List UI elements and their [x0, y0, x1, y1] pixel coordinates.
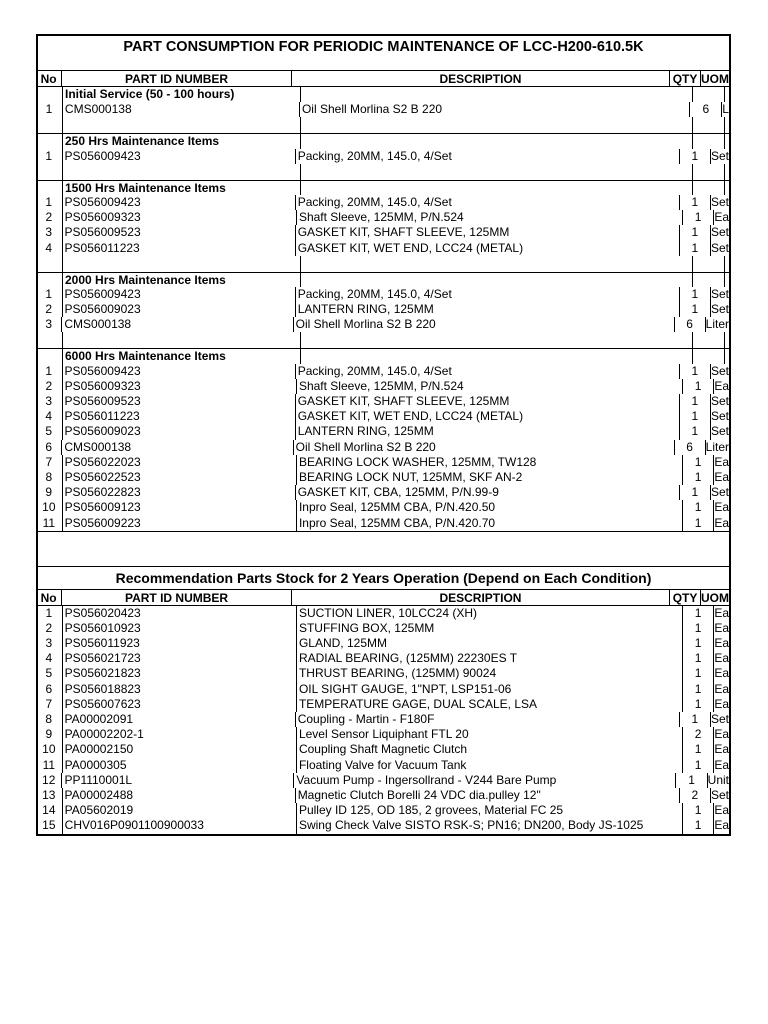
- row-no: 11: [38, 758, 63, 773]
- table-row: [38, 758, 729, 773]
- row-uom: [725, 332, 729, 348]
- row-description: [301, 117, 693, 133]
- row-no: 2: [38, 621, 63, 636]
- row-uom: Ea: [714, 757, 730, 772]
- row-description: Coupling Shaft Magnetic Clutch: [297, 742, 683, 757]
- table-row: [38, 818, 729, 833]
- row-qty: 1: [680, 225, 711, 240]
- row-description: RADIAL BEARING, (125MM) 22230ES T: [297, 651, 683, 666]
- row-qty: 1: [680, 195, 711, 210]
- table-row: [38, 773, 729, 788]
- row-no: 7: [38, 455, 63, 470]
- section-gap: [38, 531, 729, 567]
- section-name: 6000 Hrs Maintenance Items: [63, 349, 301, 363]
- row-no: [38, 164, 63, 180]
- table-row: [38, 651, 729, 666]
- header-uom: UOM: [700, 590, 729, 605]
- row-no: 1: [38, 606, 63, 621]
- row-no: 3: [38, 225, 63, 240]
- row-no: 13: [38, 788, 63, 803]
- header-no: No: [38, 71, 62, 86]
- table-row: [38, 682, 729, 697]
- row-part-id: PS056022523: [63, 470, 297, 485]
- row-qty: 1: [680, 394, 711, 409]
- row-part-id: PS056009023: [63, 424, 296, 439]
- row-no: 1: [38, 364, 63, 379]
- table-row: [38, 287, 729, 302]
- row-description: Packing, 20MM, 145.0, 4/Set: [296, 364, 680, 379]
- row-no: 1: [38, 149, 63, 164]
- row-description: GASKET KIT, SHAFT SLEEVE, 125MM: [296, 394, 680, 409]
- row-no: 2: [38, 379, 63, 394]
- maintenance-sheet: [36, 34, 731, 836]
- row-description: Oil Shell Morlina S2 B 220: [294, 440, 675, 455]
- row-no: 4: [38, 241, 63, 256]
- row-part-id: CMS000138: [62, 317, 293, 332]
- row-uom: Ea: [714, 500, 730, 515]
- row-uom: Ea: [714, 742, 730, 757]
- row-uom: Set: [711, 148, 730, 163]
- recommendation-title: Recommendation Parts Stock for 2 Years Operation (Depend on Each Condition): [115, 569, 652, 586]
- row-uom: Set: [711, 302, 730, 317]
- row-no: 5: [38, 666, 63, 681]
- row-uom: [725, 256, 729, 272]
- spacer-row: [38, 117, 729, 133]
- table-row: [38, 394, 729, 409]
- table-row: [38, 149, 729, 164]
- row-part-id: [63, 332, 301, 348]
- row-uom: Set: [711, 363, 730, 378]
- row-qty: 1: [683, 758, 715, 773]
- row-uom: Ea: [714, 454, 730, 469]
- row-qty: 6: [675, 440, 706, 455]
- row-description: BEARING LOCK WASHER, 125MM, TW128: [297, 455, 683, 470]
- row-uom: Ea: [714, 681, 730, 696]
- row-description: Level Sensor Liquiphant FTL 20: [297, 727, 683, 742]
- row-qty: 1: [680, 424, 711, 439]
- table-row: [38, 788, 729, 803]
- table-row: [38, 195, 729, 210]
- row-description: GLAND, 125MM: [297, 636, 683, 651]
- row-description: Shaft Sleeve, 125MM, P/N.524: [297, 379, 683, 394]
- row-no: 11: [38, 516, 63, 531]
- table-row: [38, 606, 729, 621]
- row-qty: 1: [680, 241, 711, 256]
- row-part-id: PS056009023: [63, 302, 296, 317]
- table-row: [38, 516, 729, 531]
- row-uom: L: [722, 102, 729, 117]
- row-no: 3: [38, 317, 62, 332]
- row-qty: [693, 256, 725, 272]
- row-qty: 1: [683, 379, 715, 394]
- table-row: [38, 440, 729, 455]
- row-qty: 1: [680, 409, 711, 424]
- row-qty: 1: [683, 621, 715, 636]
- row-uom: [725, 134, 729, 148]
- row-uom: Liter: [705, 317, 729, 332]
- table-row: [38, 225, 729, 240]
- row-part-id: [63, 164, 301, 180]
- row-description: THRUST BEARING, (125MM) 90024: [297, 666, 683, 681]
- section-header-row: [38, 272, 729, 287]
- row-uom: [725, 349, 729, 363]
- row-uom: Set: [711, 787, 730, 802]
- row-uom: Ea: [714, 803, 730, 818]
- row-qty: 1: [680, 287, 711, 302]
- row-uom: Liter: [705, 439, 729, 454]
- row-description: [301, 256, 693, 272]
- row-description: GASKET KIT, CBA, 125MM, P/N.99-9: [296, 485, 680, 500]
- row-description: Packing, 20MM, 145.0, 4/Set: [296, 149, 680, 164]
- row-part-id: PA00002488: [63, 788, 296, 803]
- table-row: [38, 636, 729, 651]
- header-no: No: [38, 590, 62, 605]
- row-qty: 2: [680, 788, 711, 803]
- section-header-row: [38, 180, 729, 195]
- row-description: [301, 349, 693, 363]
- row-qty: 1: [683, 210, 715, 225]
- row-uom: [725, 117, 729, 133]
- row-no: 4: [38, 651, 63, 666]
- row-part-id: PS056009423: [63, 149, 296, 164]
- row-part-id: CMS000138: [62, 440, 293, 455]
- header-part-id: PART ID NUMBER: [62, 71, 292, 86]
- row-no: [38, 332, 63, 348]
- row-description: BEARING LOCK NUT, 125MM, SKF AN-2: [297, 470, 683, 485]
- row-description: Floating Valve for Vacuum Tank: [297, 758, 683, 773]
- table-row: [38, 379, 729, 394]
- row-no: [38, 117, 63, 133]
- row-part-id: CHV016P0901100900033: [63, 818, 297, 833]
- row-part-id: PS056009223: [63, 516, 297, 531]
- row-part-id: PS056021823: [63, 666, 297, 681]
- row-qty: [693, 181, 725, 195]
- row-no: 3: [38, 394, 63, 409]
- row-part-id: PS056010923: [63, 621, 297, 636]
- row-no: 2: [38, 302, 63, 317]
- maintenance-sections: [38, 87, 729, 531]
- row-description: Pulley ID 125, OD 185, 2 grovees, Material FC 25: [297, 803, 683, 818]
- row-uom: Set: [711, 712, 730, 726]
- row-no: [38, 181, 63, 195]
- row-uom: Set: [711, 485, 730, 500]
- row-part-id: PS056018823: [63, 682, 297, 697]
- row-no: 8: [38, 712, 63, 727]
- table-row: [38, 742, 729, 757]
- row-description: Magnetic Clutch Borelli 24 VDC dia.pulley 12": [296, 788, 680, 803]
- row-uom: Set: [711, 194, 730, 209]
- header-part-id: PART ID NUMBER: [62, 590, 292, 605]
- row-qty: 1: [683, 697, 715, 712]
- row-description: Shaft Sleeve, 125MM, P/N.524: [297, 210, 683, 225]
- row-no: 1: [38, 287, 63, 302]
- row-part-id: [63, 117, 301, 133]
- document-title: PART CONSUMPTION FOR PERIODIC MAINTENANCE OF LCC-H200-610.5K: [123, 39, 644, 55]
- section-name: 1500 Hrs Maintenance Items: [63, 181, 301, 195]
- row-qty: 1: [676, 773, 707, 788]
- row-no: 12: [38, 773, 62, 788]
- table-row: [38, 317, 729, 332]
- row-uom: Set: [711, 394, 730, 408]
- row-part-id: PA00002091: [63, 712, 296, 727]
- row-part-id: PS056009423: [63, 287, 296, 302]
- row-uom: Ea: [714, 469, 730, 484]
- row-qty: 1: [683, 742, 715, 757]
- row-description: [301, 134, 693, 148]
- row-description: GASKET KIT, WET END, LCC24 (METAL): [296, 241, 680, 256]
- row-qty: [693, 273, 725, 287]
- row-description: Packing, 20MM, 145.0, 4/Set: [296, 195, 680, 210]
- header-qty: QTY: [670, 590, 701, 605]
- table-row: [38, 241, 729, 256]
- table-row: [38, 424, 729, 439]
- row-uom: Ea: [714, 210, 730, 225]
- row-qty: 1: [683, 606, 715, 621]
- row-description: OIL SIGHT GAUGE, 1"NPT, LSP151-06: [297, 682, 683, 697]
- row-description: [301, 87, 693, 102]
- section-header-row: [38, 133, 729, 148]
- row-part-id: PS056009123: [63, 500, 297, 515]
- row-description: [301, 164, 693, 180]
- row-description: Inpro Seal, 125MM CBA, P/N.420.70: [297, 516, 683, 531]
- table-row: [38, 697, 729, 712]
- row-uom: Set: [711, 424, 730, 439]
- row-no: [38, 134, 63, 148]
- row-no: 2: [38, 210, 63, 225]
- row-uom: Ea: [714, 605, 730, 620]
- table-row: [38, 485, 729, 500]
- row-description: Swing Check Valve SISTO RSK-S; PN16; DN200, Body JS-1025: [297, 818, 683, 833]
- row-part-id: PS056020423: [63, 606, 297, 621]
- row-uom: [725, 273, 729, 287]
- row-part-id: PS056021723: [63, 651, 297, 666]
- spacer-row: [38, 256, 729, 272]
- row-qty: [693, 117, 725, 133]
- table-row: [38, 621, 729, 636]
- row-part-id: PS056009523: [63, 394, 296, 409]
- row-uom: Ea: [714, 727, 730, 742]
- table-row: [38, 470, 729, 485]
- row-qty: 1: [683, 666, 715, 681]
- row-qty: 1: [683, 500, 715, 515]
- spacer-row: [38, 164, 729, 180]
- section-name: 2000 Hrs Maintenance Items: [63, 273, 301, 287]
- table-row: [38, 409, 729, 424]
- header-description: DESCRIPTION: [292, 71, 670, 86]
- header-uom: UOM: [700, 72, 729, 86]
- row-no: 4: [38, 409, 63, 424]
- row-qty: 1: [683, 516, 715, 531]
- section-name: Initial Service (50 - 100 hours): [63, 87, 301, 102]
- row-uom: [725, 181, 729, 195]
- table-row: [38, 302, 729, 317]
- table-row: [38, 727, 729, 742]
- row-part-id: PS056022823: [63, 485, 296, 500]
- row-qty: 1: [683, 455, 715, 470]
- row-uom: Ea: [714, 636, 730, 651]
- table-row: [38, 455, 729, 470]
- row-description: Oil Shell Morlina S2 B 220: [300, 102, 690, 117]
- row-qty: 1: [683, 682, 715, 697]
- row-description: GASKET KIT, WET END, LCC24 (METAL): [296, 409, 680, 424]
- row-description: Vacuum Pump - Ingersollrand - V244 Bare Pump: [294, 773, 676, 788]
- row-uom: [725, 87, 729, 102]
- row-qty: 1: [683, 818, 715, 833]
- row-part-id: PA0000305: [63, 758, 297, 773]
- row-part-id: PA05602019: [63, 803, 297, 818]
- row-qty: 1: [683, 803, 715, 818]
- row-no: [38, 273, 63, 287]
- table-row: [38, 102, 729, 117]
- row-no: 14: [38, 803, 63, 818]
- row-part-id: PS056009523: [63, 225, 296, 240]
- table-row: [38, 803, 729, 818]
- table-row: [38, 364, 729, 379]
- row-no: 3: [38, 636, 63, 651]
- row-part-id: PS056011223: [63, 241, 296, 256]
- header-description: DESCRIPTION: [292, 590, 670, 605]
- row-description: SUCTION LINER, 10LCC24 (XH): [297, 606, 683, 621]
- row-no: 10: [38, 742, 63, 757]
- row-qty: [693, 134, 725, 148]
- row-qty: 1: [680, 302, 711, 317]
- table-row: [38, 500, 729, 515]
- row-qty: 1: [680, 712, 711, 727]
- row-part-id: PS056009423: [63, 195, 296, 210]
- row-no: [38, 256, 63, 272]
- row-description: Coupling - Martin - F180F: [296, 712, 680, 727]
- row-uom: Set: [711, 240, 730, 255]
- row-qty: 1: [683, 636, 715, 651]
- section-header-row: [38, 348, 729, 363]
- row-qty: [693, 164, 725, 180]
- row-no: [38, 87, 63, 102]
- row-uom: Set: [711, 409, 730, 424]
- row-part-id: PS056009423: [63, 364, 296, 379]
- row-qty: 1: [680, 149, 711, 164]
- row-qty: 1: [680, 364, 711, 379]
- row-qty: [693, 332, 725, 348]
- row-uom: Ea: [714, 651, 730, 666]
- row-uom: [725, 164, 729, 180]
- row-uom: Ea: [714, 818, 730, 833]
- table-row: [38, 210, 729, 225]
- row-no: 9: [38, 485, 63, 500]
- row-qty: 1: [683, 651, 715, 666]
- row-no: 10: [38, 500, 63, 515]
- row-part-id: [63, 256, 301, 272]
- row-no: 6: [38, 440, 62, 455]
- row-description: [301, 332, 693, 348]
- row-no: 8: [38, 470, 63, 485]
- row-no: 15: [38, 818, 63, 833]
- table-row: [38, 666, 729, 681]
- row-part-id: PS056011923: [63, 636, 297, 651]
- row-description: TEMPERATURE GAGE, DUAL SCALE, LSA: [297, 697, 683, 712]
- row-uom: Ea: [714, 515, 730, 530]
- row-qty: 6: [690, 102, 722, 117]
- row-description: STUFFING BOX, 125MM: [297, 621, 683, 636]
- table-row: [38, 712, 729, 727]
- row-description: LANTERN RING, 125MM: [296, 302, 680, 317]
- row-no: 7: [38, 697, 63, 712]
- row-uom: Ea: [714, 666, 730, 681]
- section-name: 250 Hrs Maintenance Items: [63, 134, 301, 148]
- recommendation-header-row: [38, 589, 729, 606]
- row-qty: 6: [675, 317, 706, 332]
- row-part-id: PS056009323: [63, 379, 297, 394]
- row-no: 1: [38, 102, 63, 117]
- row-uom: Ea: [714, 696, 730, 711]
- row-description: [301, 181, 693, 195]
- row-qty: 1: [680, 485, 711, 500]
- spacer-row: [38, 332, 729, 348]
- row-part-id: PP1110001L: [62, 773, 294, 788]
- recommendation-rows: [38, 606, 729, 834]
- row-no: 6: [38, 682, 63, 697]
- row-part-id: CMS000138: [63, 102, 300, 117]
- row-part-id: PS056011223: [63, 409, 296, 424]
- row-description: GASKET KIT, SHAFT SLEEVE, 125MM: [296, 225, 680, 240]
- row-no: 1: [38, 195, 63, 210]
- row-uom: Unit: [707, 772, 729, 787]
- row-uom: Ea: [714, 620, 730, 635]
- row-qty: 1: [683, 470, 715, 485]
- row-part-id: PA00002150: [63, 742, 297, 757]
- row-uom: Set: [711, 286, 730, 301]
- section-header-row: [38, 87, 729, 102]
- row-description: Inpro Seal, 125MM CBA, P/N.420.50: [297, 500, 683, 515]
- row-no: 9: [38, 727, 63, 742]
- row-qty: [693, 349, 725, 363]
- row-no: [38, 349, 63, 363]
- row-description: [301, 273, 693, 287]
- header-qty: QTY: [670, 71, 701, 86]
- row-part-id: PS056009323: [63, 210, 297, 225]
- row-no: 5: [38, 424, 63, 439]
- row-uom: Set: [711, 225, 730, 240]
- row-description: Packing, 20MM, 145.0, 4/Set: [296, 287, 680, 302]
- row-part-id: PA00002202-1: [63, 727, 297, 742]
- row-description: LANTERN RING, 125MM: [296, 424, 680, 439]
- row-uom: Ea: [714, 378, 730, 393]
- row-qty: 2: [683, 727, 715, 742]
- column-header-row: [38, 70, 729, 87]
- row-part-id: PS056022023: [63, 455, 297, 470]
- row-qty: [693, 87, 725, 102]
- row-part-id: PS056007623: [63, 697, 297, 712]
- row-description: Oil Shell Morlina S2 B 220: [294, 317, 675, 332]
